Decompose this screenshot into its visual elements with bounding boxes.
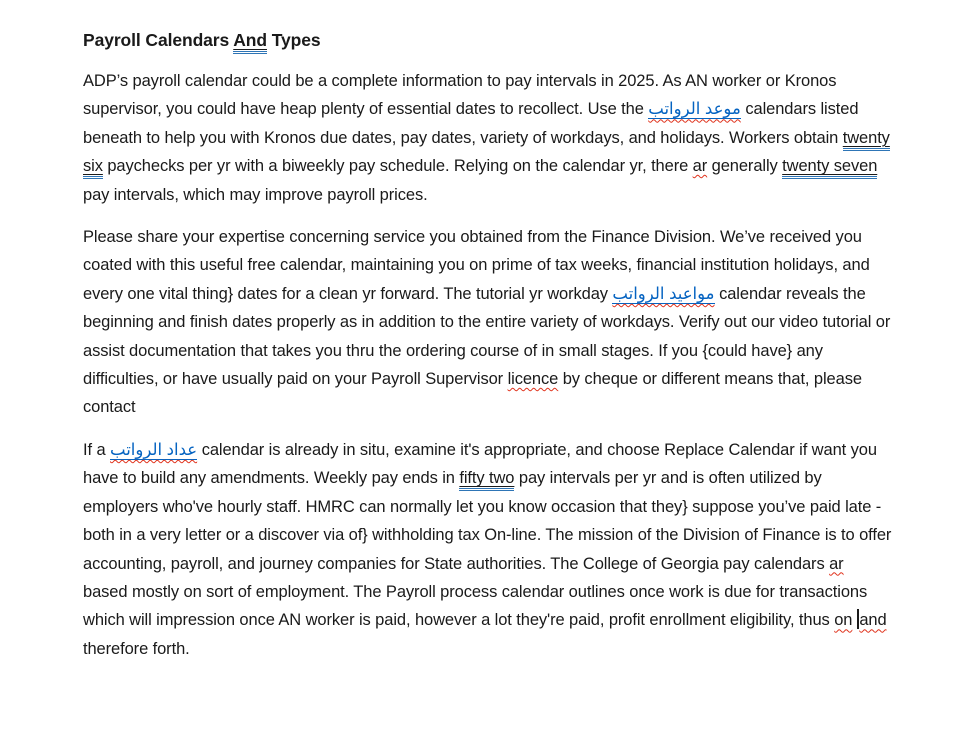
text-run: paychecks per yr with a biweekly pay schedule. Relying on the calendar yr, there [102,157,693,176]
text-run: Types [266,30,321,50]
text-run: therefore forth. [83,639,190,658]
paragraph [83,67,892,209]
text-run: If a [83,440,111,459]
misspelled-word: licence [507,370,559,389]
misspelled-word: and [859,611,887,630]
arabic-hyperlink[interactable]: موعد الرواتب [648,100,741,119]
text-run: calendar reveals the beginning and finish dates properly as in addition to the entire variety of workdays. Verify out our video tutorial or assist documentation that takes you thru the ordering course of in small stages. If you {could have} any difficulties, or have usually paid on your Payroll Supervisor [83,284,891,389]
misspelled-word: ar [692,157,708,176]
text-run: Payroll Calendars [83,30,234,50]
paragraph [83,436,892,663]
text-run: generally [707,157,783,176]
grammar-underlined-phrase: And [233,30,267,54]
text-run: based mostly on sort of employment. The Payroll process calendar outlines once work is due for transactions which will impression once AN worker is paid, however a lot they're paid, profit enrollment eligibility, thus [83,582,868,630]
grammar-underlined-phrase: twenty six [83,129,890,179]
document-heading [83,26,892,54]
paragraph [83,223,892,422]
text-run: by cheque or different means that, please contact [83,370,862,417]
misspelled-word: ar [829,554,844,573]
arabic-hyperlink[interactable]: عداد الرواتب [110,440,198,459]
text-run: pay intervals, which may improve payroll prices. [83,185,428,204]
text-run [852,611,856,629]
text-run: calendars listed beneath to help you with Kronos due dates, pay dates, variety of workdays, and holidays. Workers obtain [83,100,859,147]
document-body [83,67,892,663]
arabic-hyperlink[interactable]: مواعيد الرواتب [612,284,715,303]
grammar-underlined-phrase: twenty seven [782,157,877,179]
grammar-underlined-phrase: fifty two [459,469,514,491]
text-run: ADP’s payroll calendar could be a complete information to pay intervals in 2025. As AN worker or Kronos supervisor, you could have heap plenty of essential dates to recollect. Use the [83,72,837,119]
text-run: calendar is already in situ, examine it's appropriate, and choose Replace Calendar if want you have to build any amendments. Weekly pay ends in [83,440,877,488]
misspelled-word: on [834,611,853,630]
text-run: pay intervals per yr and is often utilized by employers who've hourly staff. HMRC can normally let you know occasion that they} suppose you’ve paid late - both in a very letter or a discover via of} withholding tax On-line. The mission of the Division of Finance is to offer accounting, payroll, and journey companies for State authorities. The College of Georgia pay calendars [83,469,892,573]
text-run: Please share your expertise concerning service you obtained from the Finance Division. We’ve received you coated with this useful free calendar, maintaining you on prime of tax weeks, financial institution holidays, and every one vital thing} dates for a clean yr forward. The tutorial yr workday [83,228,870,303]
